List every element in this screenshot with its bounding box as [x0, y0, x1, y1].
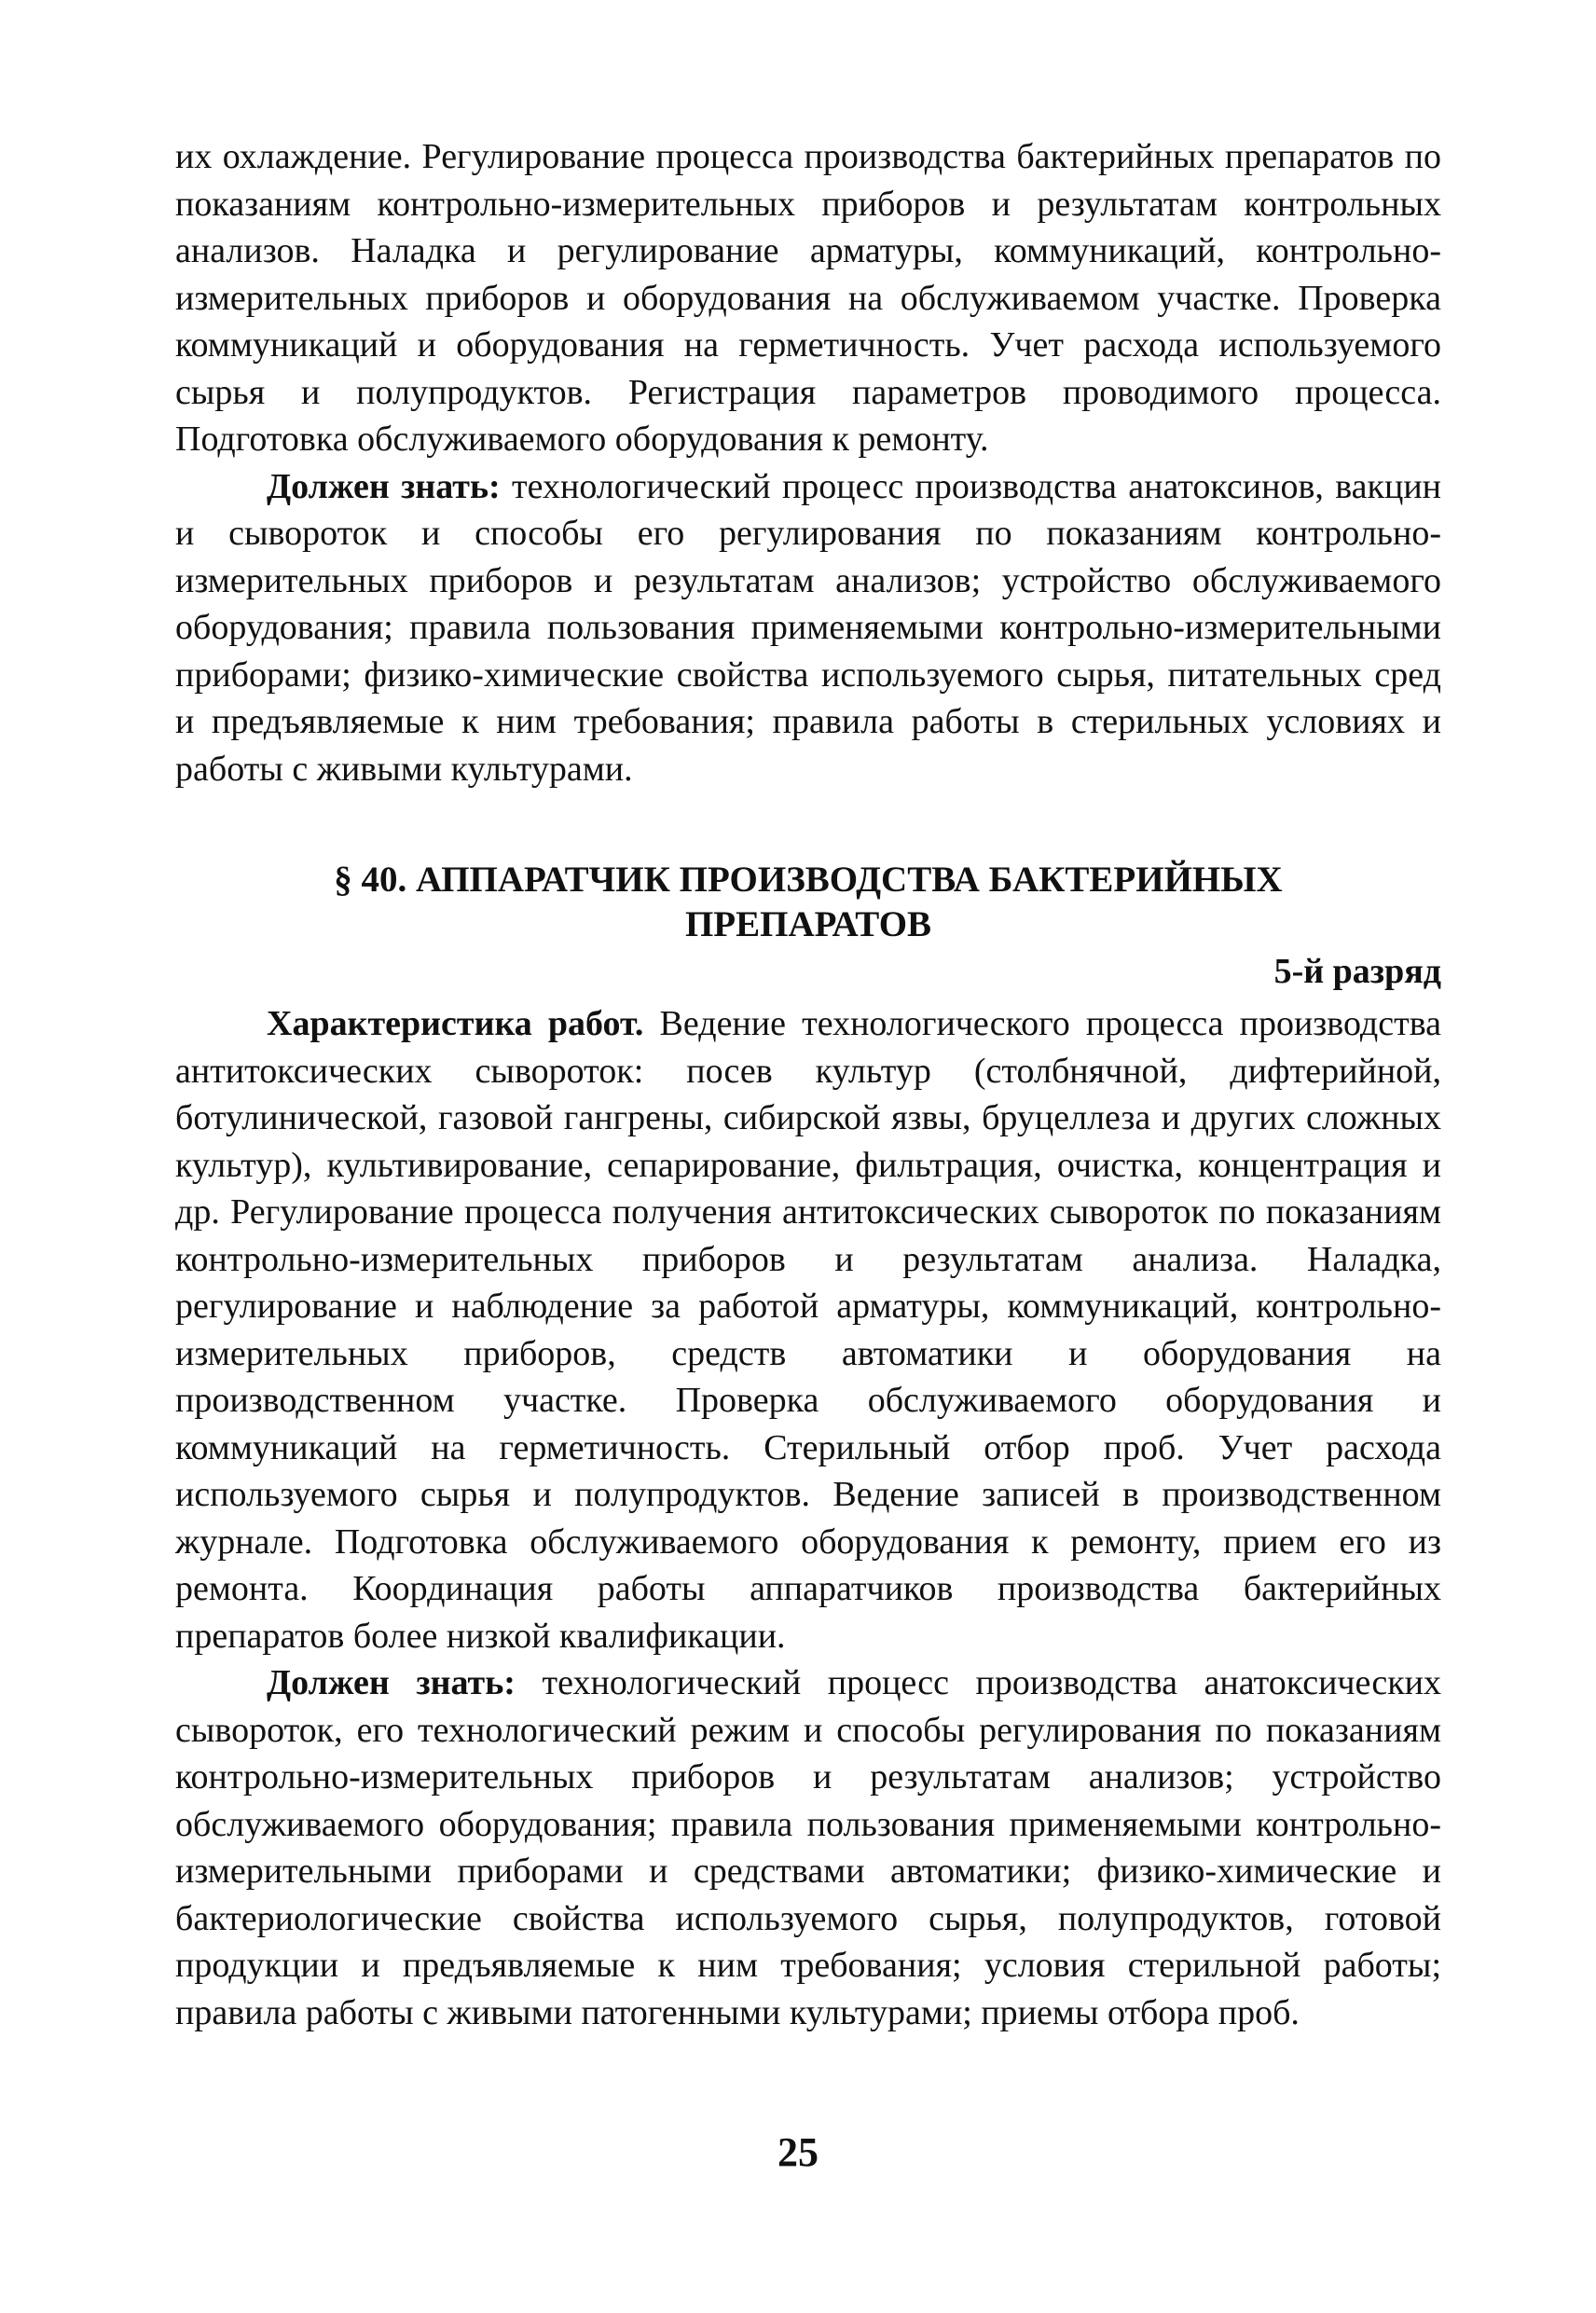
- knowledge-paragraph-1: [175, 463, 1441, 793]
- continuation-paragraph: их охлаждение. Регулирование процесса производства бактерийных препаратов по показаниям контрольно-измерительных приборов и результатам контрольных анализов. Наладка и регулирование арматуры, коммуникаций, контрольно-измерительных приборов и оборудования на обслуживаемом участке. Проверка коммуникаций и оборудования на герметичность. Учет расхода используемого сырья и полупродуктов. Регистрация параметров проводимого процесса. Подготовка обслуживаемого оборудования к ремонту.: [175, 137, 1441, 459]
- knowledge-text-1: технологический процесс производства анатоксинов, вакцин и сывороток и способы его регулирования по показаниям контрольно-измерительных приборов и результатам анализов; устройство обслуживаемого оборудования; правила пользования применяемыми контрольно-измерительными приборами; физико-химические свойства используемого сырья, питательных сред и предъявляемые к ним требования; правила работы в стерильных условиях и работы с живыми культурами.: [175, 466, 1441, 789]
- section-title-line-1: § 40. АППАРАТЧИК ПРОИЗВОДСТВА БАКТЕРИЙНЫХ: [334, 860, 1283, 900]
- top-text-block: [175, 133, 1441, 792]
- knowledge-paragraph-2: [175, 1659, 1441, 2036]
- characteristics-text: Ведение технологического процесса производства антитоксических сывороток: посев культур (столбнячной, дифтерийной, ботулинической, газовой гангрены, сибирской язвы, бруцеллеза и других сложных культур), культивирование, сепарирование, фильтрация, очистка, концентрация и др. Регулирование процесса получения антитоксических сывороток по показаниям контрольно-измерительных приборов и результатам анализа. Наладка, регулирование и наблюдение за работой арматуры, коммуникаций, контрольно-измерительных приборов, средств автоматики и оборудования на производственном участке. Проверка обслуживаемого оборудования и коммуникаций на герметичность. Стерильный отбор проб. Учет расхода используемого сырья и полупродуктов. Ведение записей в производственном журнале. Подготовка обслуживаемого оборудования к ремонту, прием его из ремонта. Координация работы аппаратчиков производства бактерийных препаратов более низкой квалификации.: [175, 1004, 1441, 1656]
- knowledge-lead-2: Должен знать:: [267, 1663, 516, 1702]
- main-text-block: [175, 1000, 1441, 2036]
- knowledge-text-2: технологический процесс производства анатоксических сывороток, его технологический режим и способы регулирования по показаниям контрольно-измерительных приборов и результатам анализов; устройство обслуживаемого оборудования; правила пользования применяемыми контрольно-измерительными приборами и средствами автоматики; физико-химические и бактериологические свойства используемого сырья, полупродуктов, готовой продукции и предъявляемые к ним требования; условия стерильной работы; правила работы с живыми патогенными культурами; приемы отбора проб.: [175, 1663, 1442, 2032]
- section-title-line-2: ПРЕПАРАТОВ: [684, 904, 932, 944]
- knowledge-lead-1: Должен знать:: [267, 466, 501, 506]
- page-number: 25: [777, 2129, 819, 2175]
- section-title: [175, 858, 1441, 947]
- characteristics-paragraph: [175, 1000, 1441, 1659]
- characteristics-lead: Характеристика работ.: [267, 1004, 644, 1043]
- grade-label: 5-й разряд: [1273, 952, 1441, 991]
